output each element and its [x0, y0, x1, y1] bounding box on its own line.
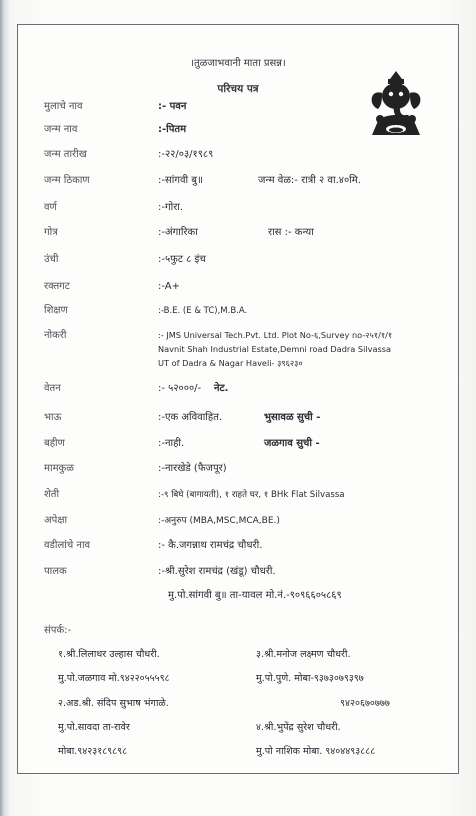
contact-3-address: मु.पो.पुणे. मोबा-९३७३०७९३९७ — [256, 673, 364, 684]
field-value: :-पितम — [158, 124, 187, 135]
brother-note: भुसावळ सुची - — [264, 412, 321, 423]
field-label: मुलाचे नाव — [44, 101, 83, 112]
field-value: :-सांगवी बु॥ — [158, 175, 203, 186]
field-value: :-एक अविवाहित. — [158, 412, 223, 423]
field-label: शिक्षण — [44, 305, 68, 316]
field-label: मामकुळ — [44, 463, 74, 474]
contact-2-name: २.अड.श्री. संदिप सुभाष भंगाळे. — [58, 698, 169, 709]
contact-1-address: मु.पो.जळगाव मो.९४२२०५५५९८ — [58, 673, 170, 684]
contact-4-name: ४.श्री.भुपेंद्र सुरेश चौधरी. — [256, 722, 341, 733]
contact-2-address: मु.पो.सावदा ता-रावेर — [58, 722, 130, 733]
ganesha-icon — [366, 69, 426, 141]
field-label: अपेक्षा — [44, 515, 68, 526]
field-label: उंची — [44, 254, 59, 265]
invocation-text: ।तुळजाभवानी माता प्रसन्न। — [190, 58, 286, 69]
field-value: :-A+ — [158, 281, 180, 292]
field-value: :- पवन — [158, 101, 187, 112]
field-label: वर्ण — [44, 202, 57, 213]
field-label: जन्म ठिकाण — [44, 175, 90, 186]
contact-heading: संपर्क:- — [44, 625, 72, 636]
contact-3-phone: ९४२०६७०७७७ — [340, 698, 390, 709]
zodiac-sign: रास :- कन्या — [268, 227, 314, 238]
field-label: वेतन — [44, 383, 61, 394]
contact-2-phone: मोबा.९४२३१८९८९८ — [58, 746, 128, 757]
field-label: गोत्र — [44, 227, 58, 238]
contact-3-name: ३.श्री.मनोज लक्ष्मण चौधरी. — [256, 649, 351, 660]
field-value: :-२२/०३/१९८९ — [158, 149, 214, 160]
field-label: नोकरी — [44, 330, 67, 341]
salary-net: नेट. — [214, 383, 229, 394]
document-title: परिचय पत्र — [217, 83, 259, 95]
birth-time: जन्म वेळ:- रात्री २ वा.४०मि. — [258, 175, 361, 186]
job-line-3: UT of Dadra & Nagar Haveli- ३९६२३० — [158, 358, 303, 368]
job-line-2: Navnit Shah Industrial Estate,Demni road Dadra Silvassa — [158, 344, 392, 354]
biodata-sheet — [17, 24, 459, 774]
field-value: :-नाही. — [158, 438, 185, 449]
field-value: :-अंगारिका — [158, 227, 198, 238]
contact-1-name: १.श्री.लिलाधर उल्हास चौधरी. — [58, 649, 160, 660]
field-label: जन्म नाव — [44, 124, 78, 135]
field-label: रक्तगट — [44, 281, 70, 292]
field-value: :-श्री.सुरेश रामचंद्र (खंडू) चौधरी. — [158, 566, 276, 577]
field-job — [18, 330, 458, 370]
field-value: :- कै.जगन्नाथ रामचंद्र चौधरी. — [158, 540, 263, 551]
guardian-address: मु.पो.सांगवी बु॥ ता-यावल मो.नं.-९०९६६०५८६९ — [168, 590, 342, 601]
field-value: :-नारखेडे (फैजपूर) — [158, 463, 227, 474]
field-value: :-अनुरुप (MBA,MSC,MCA,BE.) — [158, 516, 280, 526]
field-label: बहीण — [44, 438, 65, 449]
sister-note: जळगाव सुची - — [264, 438, 320, 449]
field-label: भाऊ — [44, 412, 62, 423]
field-label: जन्म तारीख — [44, 149, 87, 160]
field-value: :-५फुट ८ इंच — [158, 254, 206, 265]
field-value: :-गोरा. — [158, 202, 184, 213]
contact-4-address: मु.पो नाशिक मोबा. ९४०४४९३८८८ — [256, 746, 376, 757]
field-value: :-९ बिघे (बागायती), १ राहते घर, १ BHk Flat Silvassa — [158, 490, 345, 500]
field-label: शेती — [44, 489, 60, 500]
field-label: वडीलांचे नाव — [44, 540, 91, 551]
field-value: :-B.E. (E & TC),M.B.A. — [158, 306, 248, 316]
job-line-1: :- JMS Universal Tech.Pvt. Ltd. Plot No-६,Survey no-२५१/१/१ — [158, 330, 393, 340]
field-value: :- ५२०००/- — [158, 383, 202, 394]
field-label: पालक — [44, 566, 67, 577]
field-guardian — [18, 566, 458, 601]
